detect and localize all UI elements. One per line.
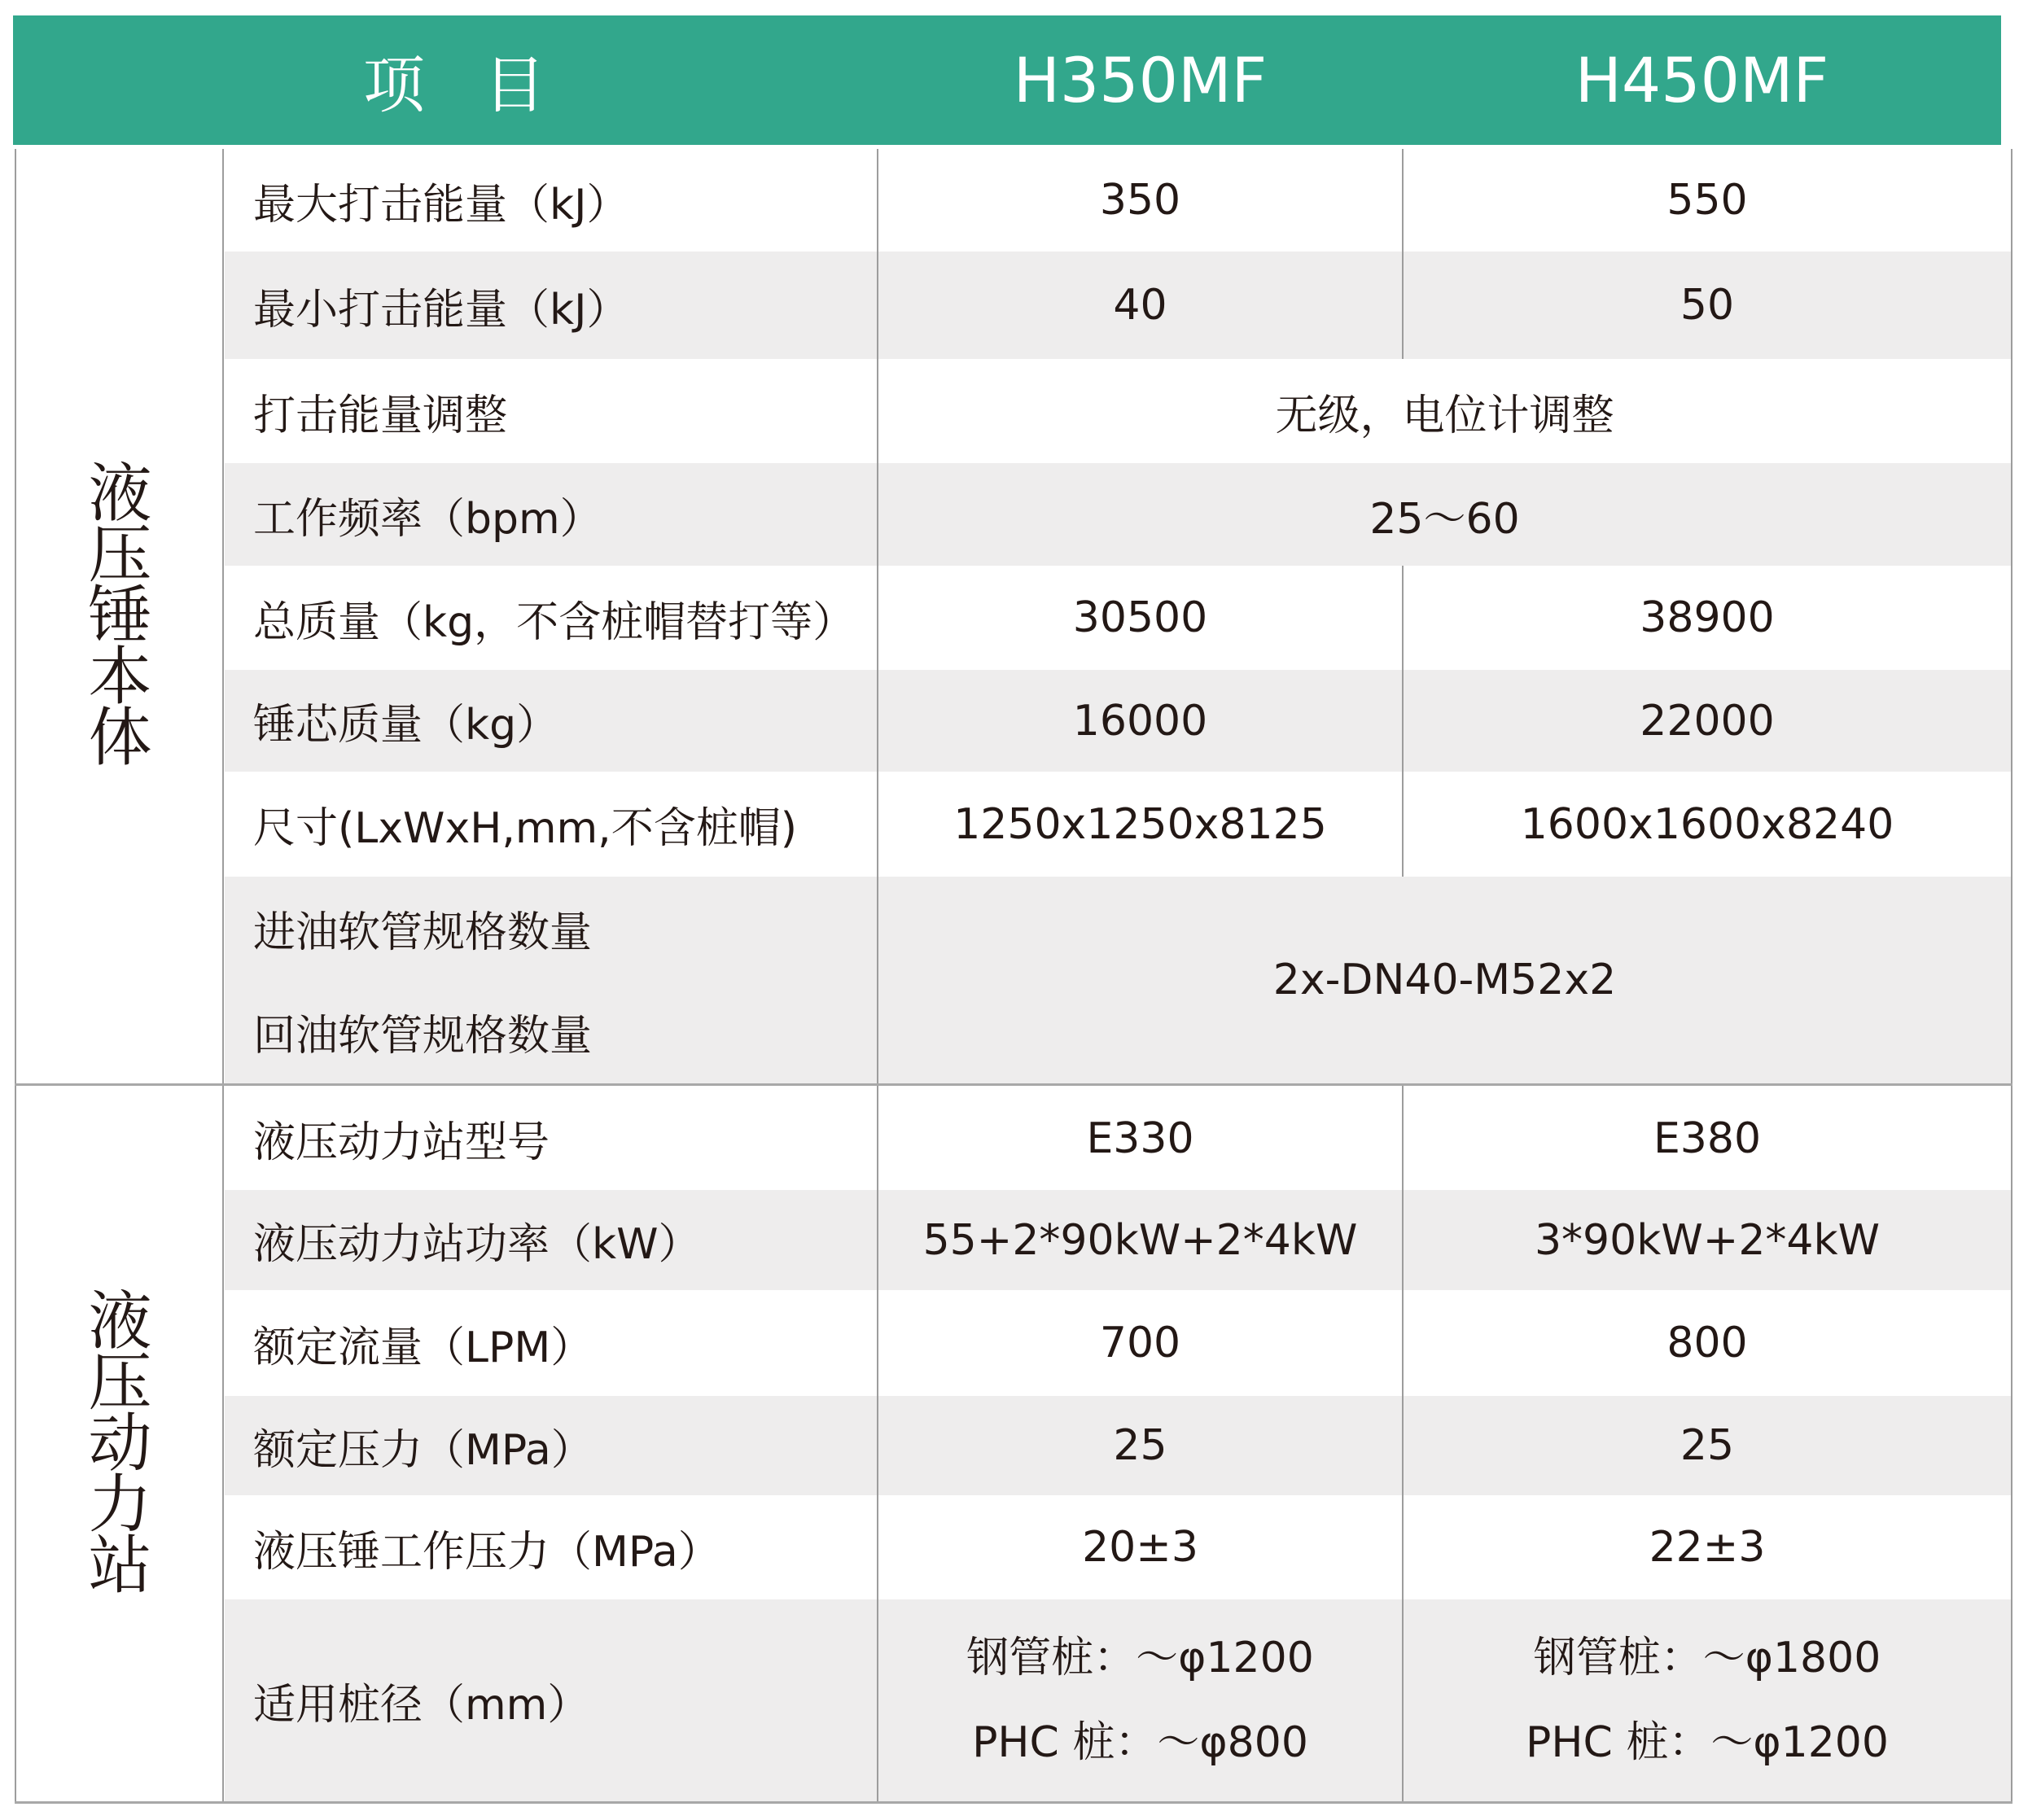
table-border-left [15,149,16,1803]
row-label: 额定压力（MPa） [253,1425,593,1475]
row-label: 适用桩径（mm） [253,1680,590,1730]
value-h350mf: 40 [1113,281,1167,330]
row-label: 液压动力站型号 [253,1118,550,1167]
row-label: 液压锤工作压力（MPa） [253,1527,720,1577]
section-label-hammer-body [17,149,223,1083]
table-border-bottom [15,1801,2012,1804]
value-merged: 无级，电位计调整 [1275,391,1614,440]
value-merged: 25～60 [1369,494,1520,544]
section-label-text: 液压动力站 [88,1284,152,1603]
value-h450mf: 50 [1680,281,1735,330]
row-label: 打击能量调整 [253,391,508,440]
section-label-text: 液压锤本体 [88,457,152,775]
value-h450mf [1404,1599,2011,1801]
row-label: 最大打击能量（kJ） [253,180,629,230]
value-h350mf: 16000 [1072,696,1208,746]
row-label: 液压动力站功率（kW） [253,1220,701,1269]
header-model-text: H450MF [1574,44,1829,116]
value-h450mf: E380 [1653,1113,1762,1163]
pile-steel-pipe: 钢管桩：～φ1800 [1533,1634,1881,1682]
row-label: 最小打击能量（kJ） [253,285,629,335]
pile-phc: PHC 桩：～φ800 [972,1718,1308,1767]
row-label: 额定流量（LPM） [253,1323,593,1372]
value-h350mf: 25 [1113,1421,1167,1470]
value-h350mf: 1250x1250x8125 [953,799,1327,849]
row-label: 尺寸(LxWxH,mm,不含桩帽) [253,804,797,853]
row-label-return-hose: 回油软管规格数量 [253,1012,593,1061]
value-h450mf: 22±3 [1649,1523,1766,1572]
value-h450mf: 800 [1666,1319,1748,1367]
header-model-h450mf [1403,15,2001,145]
value-h350mf: 350 [1099,176,1181,225]
table-border-right [2011,149,2012,1803]
value-h350mf: E330 [1086,1113,1194,1163]
row-label: 锤芯质量（kg） [253,701,559,750]
row-label: 总质量（kg，不含桩帽替打等） [253,597,856,647]
row-label: 工作频率（bpm） [253,494,602,544]
table-header [13,15,2001,145]
value-h450mf: 22000 [1640,696,1775,746]
header-item-label [13,15,878,145]
value-h450mf: 3*90kW+2*4kW [1534,1215,1881,1265]
header-item-text: 项 目 [362,49,553,121]
row-label-inlet-hose: 进油软管规格数量 [253,908,593,957]
header-model-text: H350MF [1013,44,1268,116]
value-h350mf: 30500 [1072,593,1208,642]
value-h450mf: 38900 [1640,593,1775,642]
value-h450mf: 550 [1666,176,1748,225]
pile-phc: PHC 桩：～φ1200 [1526,1718,1889,1767]
value-h350mf: 20±3 [1082,1523,1198,1572]
value-h350mf [878,1599,1402,1801]
value-merged: 2x-DN40-M52x2 [1272,956,1617,1004]
section-divider [15,1083,2012,1086]
value-h450mf: 1600x1600x8240 [1520,799,1894,849]
value-h450mf: 25 [1680,1421,1735,1470]
pile-steel-pipe: 钢管桩：～φ1200 [966,1634,1314,1682]
section-label-power-station [17,1087,223,1801]
header-model-h350mf [878,15,1403,145]
value-h350mf: 55+2*90kW+2*4kW [922,1215,1358,1265]
value-h350mf: 700 [1099,1319,1181,1367]
